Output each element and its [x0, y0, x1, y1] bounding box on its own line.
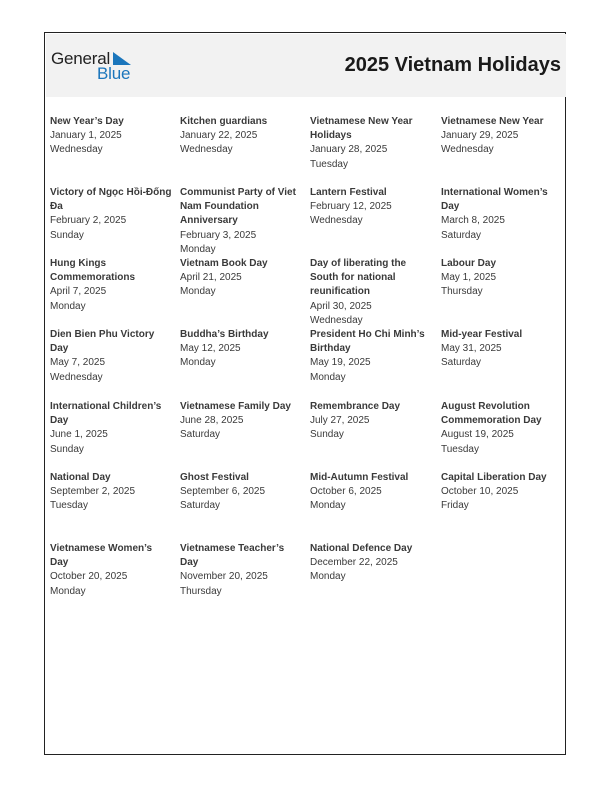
holiday-name: International Women’s Day: [441, 187, 548, 213]
holiday-weekday: Tuesday: [441, 443, 479, 455]
holiday-weekday: Monday: [50, 585, 86, 597]
holiday-weekday: Thursday: [180, 585, 222, 597]
holiday-weekday: Monday: [50, 300, 86, 312]
holiday-item: [50, 400, 172, 457]
holiday-name: Victory of Ngọc Hồi-Đống Đa: [50, 187, 172, 213]
holiday-date: October 10, 2025: [441, 486, 519, 498]
holiday-name: New Year’s Day: [50, 116, 124, 127]
holiday-weekday: Wednesday: [50, 371, 103, 383]
holiday-item: [50, 257, 172, 314]
holiday-item: [310, 471, 432, 514]
holiday-name: Mid-Autumn Festival: [310, 472, 409, 483]
holiday-name: August Revolution Commemoration Day: [441, 401, 542, 427]
holiday-item: [180, 471, 302, 514]
holiday-name: Communist Party of Viet Nam Foundation Anniversary: [180, 187, 296, 227]
holiday-date: October 6, 2025: [310, 486, 382, 498]
holiday-date: August 19, 2025: [441, 429, 514, 441]
holiday-weekday: Saturday: [180, 429, 221, 441]
holiday-item: [180, 328, 302, 371]
holiday-date: February 2, 2025: [50, 215, 127, 227]
holiday-item: [441, 328, 563, 371]
holiday-date: February 3, 2025: [180, 229, 257, 241]
holiday-name: Vietnamese Family Day: [180, 401, 291, 412]
holiday-name: Mid-year Festival: [441, 329, 523, 340]
holiday-name: Kitchen guardians: [180, 116, 268, 127]
holiday-item: [50, 542, 172, 599]
holiday-item: [441, 400, 563, 457]
holiday-date: September 2, 2025: [50, 486, 136, 498]
holiday-name: National Defence Day: [310, 543, 413, 554]
holiday-name: International Children’s Day: [50, 401, 162, 427]
holiday-date: January 28, 2025: [310, 144, 388, 156]
holiday-weekday: Sunday: [50, 443, 84, 455]
page-title: 2025 Vietnam Holidays: [344, 54, 561, 76]
holiday-item: [310, 257, 432, 328]
holiday-name: Remembrance Day: [310, 401, 401, 412]
holiday-date: January 1, 2025: [50, 130, 122, 142]
holiday-weekday: Monday: [310, 571, 346, 583]
holiday-item: [180, 257, 302, 300]
holiday-item: [310, 400, 432, 443]
holiday-weekday: Monday: [310, 371, 346, 383]
holiday-date: December 22, 2025: [310, 557, 398, 569]
generalblue-logo: [51, 49, 141, 85]
holiday-item: [310, 115, 432, 172]
holiday-name: Buddha’s Birthday: [180, 329, 269, 340]
holiday-weekday: Monday: [180, 243, 216, 255]
holiday-name: Labour Day: [441, 258, 497, 269]
holiday-item: [441, 115, 563, 158]
holiday-item: [310, 542, 432, 585]
holiday-name: Vietnamese New Year Holidays: [310, 116, 413, 142]
holiday-date: April 21, 2025: [180, 272, 242, 284]
holiday-weekday: Sunday: [310, 429, 344, 441]
holiday-date: April 30, 2025: [310, 300, 372, 312]
holiday-item: [180, 186, 302, 257]
holiday-date: October 20, 2025: [50, 571, 128, 583]
holiday-item: [180, 400, 302, 443]
holiday-name: Capital Liberation Day: [441, 472, 547, 483]
holiday-weekday: Saturday: [441, 229, 482, 241]
holiday-date: July 27, 2025: [310, 415, 370, 427]
holiday-date: June 28, 2025: [180, 415, 244, 427]
holiday-date: January 29, 2025: [441, 130, 519, 142]
holiday-item: [50, 115, 172, 158]
holiday-date: May 12, 2025: [180, 343, 241, 355]
holiday-date: June 1, 2025: [50, 429, 108, 441]
holiday-weekday: Saturday: [441, 357, 482, 369]
holiday-weekday: Monday: [310, 500, 346, 512]
holiday-item: [50, 471, 172, 514]
holiday-date: February 12, 2025: [310, 201, 392, 213]
holiday-name: Ghost Festival: [180, 472, 249, 483]
logo-word-blue: Blue: [97, 64, 131, 83]
holiday-weekday: Monday: [180, 286, 216, 298]
holiday-item: [310, 186, 432, 229]
holiday-weekday: Wednesday: [50, 144, 103, 156]
holiday-item: [180, 542, 302, 599]
holiday-weekday: Monday: [180, 357, 216, 369]
holiday-date: May 1, 2025: [441, 272, 497, 284]
holiday-name: Hung Kings Commemorations: [50, 258, 136, 284]
holiday-date: May 19, 2025: [310, 357, 371, 369]
holiday-weekday: Friday: [441, 500, 469, 512]
holiday-item: [50, 186, 172, 243]
holiday-weekday: Tuesday: [50, 500, 88, 512]
holiday-weekday: Wednesday: [441, 144, 494, 156]
holiday-name: National Day: [50, 472, 111, 483]
holiday-name: Day of liberating the South for national reunification: [310, 258, 407, 298]
holiday-weekday: Saturday: [180, 500, 221, 512]
holiday-name: Dien Bien Phu Victory Day: [50, 329, 155, 355]
holiday-date: March 8, 2025: [441, 215, 505, 227]
holiday-name: Vietnamese Teacher’s Day: [180, 543, 285, 569]
holiday-item: [441, 186, 563, 243]
holiday-date: November 20, 2025: [180, 571, 268, 583]
holiday-date: September 6, 2025: [180, 486, 266, 498]
holiday-name: President Ho Chi Minh’s Birthday: [310, 329, 425, 355]
holiday-item: [441, 257, 563, 300]
holiday-weekday: Thursday: [441, 286, 483, 298]
holiday-weekday: Wednesday: [310, 314, 363, 326]
holiday-weekday: Sunday: [50, 229, 84, 241]
holiday-item: [310, 328, 432, 385]
holiday-weekday: Tuesday: [310, 158, 348, 170]
holiday-name: Lantern Festival: [310, 187, 387, 198]
holiday-name: Vietnamese New Year: [441, 116, 544, 127]
holiday-date: May 7, 2025: [50, 357, 106, 369]
header-band: [46, 34, 566, 97]
logo-word-general: General: [51, 49, 111, 68]
page-frame: [44, 32, 566, 755]
holiday-date: April 7, 2025: [50, 286, 107, 298]
holiday-name: Vietnam Book Day: [180, 258, 268, 269]
holiday-item: [50, 328, 172, 385]
holiday-date: May 31, 2025: [441, 343, 502, 355]
holiday-weekday: Wednesday: [310, 215, 363, 227]
holiday-item: [180, 115, 302, 158]
holiday-weekday: Wednesday: [180, 144, 233, 156]
holiday-date: January 22, 2025: [180, 130, 258, 142]
holiday-item: [441, 471, 563, 514]
holiday-name: Vietnamese Women’s Day: [50, 543, 153, 569]
